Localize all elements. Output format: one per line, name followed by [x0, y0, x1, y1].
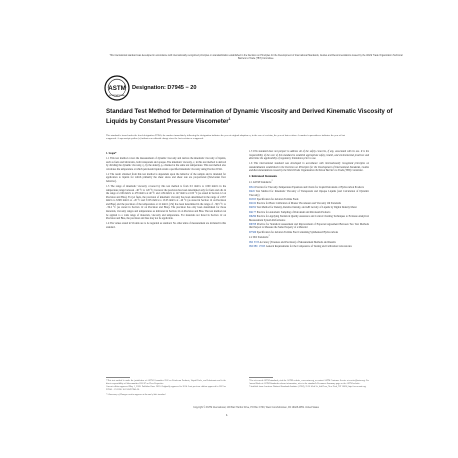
iso-reference-list — [249, 241, 369, 249]
summary-of-changes-note: *A Summary of Changes section appears at the end of this standard — [106, 393, 166, 396]
astm-reference-list — [249, 186, 369, 234]
reference-title: Practice for Statistical Assessment and Improvement of Expected Agreement Between Two Test Methods that Purport to Measure the Same Property of a Material — [249, 222, 369, 230]
reference-code-link[interactable]: D445 — [249, 190, 255, 194]
reference-item — [249, 190, 369, 197]
reference-title: Test Method for Kinematic Viscosity of Transparent and Opaque Liquids (and Calculation of Dynamic Viscosity) — [249, 190, 369, 197]
left-column — [106, 150, 226, 231]
reference-title: Practice for Automatic Sampling of Petroleum and Petroleum Products — [256, 210, 331, 214]
footnote-rule-right — [249, 377, 273, 378]
copyright-line: Copyright © ASTM International, 100 Barr Harbor Drive, PO Box C700, West Conshohocken, PA 19428-2959. United States — [193, 407, 319, 409]
document-title — [106, 108, 406, 125]
reference-item — [249, 245, 369, 249]
astm-standards-label — [249, 180, 369, 184]
astm-standards-label-text: 2.1 ASTM Standards: — [249, 180, 272, 184]
reference-title: Practice for Basic Calibration of Master Viscometers and Viscosity Oil Standards — [256, 202, 342, 206]
reference-item — [249, 202, 369, 206]
svg-text:ASTM: ASTM — [108, 85, 126, 93]
reference-title: Test Method for Density, Relative Density, and API Gravity of Liquids by Digital Density Meter — [256, 206, 357, 210]
reference-item — [249, 198, 369, 202]
svg-text:INTERNATIONAL: INTERNATIONAL — [109, 95, 125, 98]
reference-code-link[interactable]: D2162 — [249, 202, 257, 206]
reference-code-link[interactable]: D341 — [249, 186, 255, 189]
reference-title: Accuracy (Trueness and Precision) of Measurement Methods and Results — [259, 240, 336, 244]
reference-item — [249, 241, 369, 245]
footnote: ² For referenced ASTM standards, visit the ASTM website, www.astm.org, or contact ASTM Customer Service at service@astm.org. For Annual Book of ASTM Standards volume information, refer to the standard's Document Summary page on the ASTM website. — [249, 380, 369, 385]
reference-code-link[interactable]: D7566 — [249, 230, 257, 234]
scope-paragraph: 1.5 This standard does not purport to address all of the safety concerns, if any, associated with its use. It is the responsibility of the user of this standard to establish appropriate safety, health, and environmental practices and determine the applicability of regulatory limitations prior to use. — [249, 150, 369, 161]
astm-logo-icon — [104, 75, 130, 101]
reference-title: Specification for Aviation Turbine Fuels — [256, 198, 299, 202]
scope-paragraph: 1.2 The result obtained from this test method is dependent upon the behavior of the sample and is intended for application to liquids for which primarily the shear stress and shear rate are proportional (Newtonian flow behavior). — [106, 172, 226, 183]
reference-code-link[interactable]: D1655 — [249, 198, 257, 202]
reference-item — [249, 186, 369, 190]
standard-issue-note: This standard is issued under the fixed designation D7945; the number immediately following the designation indicates the year of original adoption or, in the case of revision, the year of last revision. A number in parentheses indicates the year of last reapproval. A superscript epsilon (ε) indicates an editorial change since the last revision or reapproval. — [106, 134, 345, 141]
reference-code-link[interactable]: D4177 — [249, 210, 257, 214]
reference-item — [249, 211, 369, 215]
standard-notice: This international standard was developed in accordance with internationally recognized principles on standardization established in the Decision on Principles for the Development of International Standards, Guides and Recommendations issued by the World Trade Organization Technical Barriers to Trade (TBT) Committee. — [109, 55, 403, 61]
reference-code-link[interactable]: D4052 — [249, 206, 257, 210]
reference-item — [249, 223, 369, 230]
reference-title: Practice for Applying Statistical Quality Assurance and Control Charting Techniques to Evaluate Analytical Measurement System Performance — [249, 214, 369, 222]
reference-item — [249, 231, 369, 235]
footnote: Current edition approved May 1, 2020. Published June 2020. Originally approved in 2014. Last previous edition approved in 2019 as D7945 – 19. DOI: 10.1520/D7945-20. — [106, 385, 226, 391]
right-column — [249, 150, 369, 249]
scope-paragraph: 1.6 This international standard was developed in accordance with internationally recognized principles on standardization established in the Decision on Principles for the Development of International Standards, Guides and Recommendations issued by the World Trade Organization Technical Barriers to Trade (TBT) Committee. — [249, 162, 369, 173]
footnote: ¹ This test method is under the jurisdiction of ASTM Committee D02 on Petroleum Products, Liquid Fuels, and Lubricants and is the direct responsibility of Subcommittee D02.07 on Flow Properties. — [106, 380, 226, 385]
title-text: Standard Test Method for Determination of Dynamic Viscosity and Derived Kinematic Viscosity of Liquids by Constant Pressure Viscometer — [106, 108, 393, 125]
scope-heading: 1. Scope* — [106, 152, 117, 156]
reference-code-link[interactable]: D6708 — [249, 222, 257, 226]
scope-paragraph: 1.3 The range of kinematic viscosity covered by this test method is from 0.5 mm²/s to 1000 mm²/s in the temperature range between −40 °C to 120 °C; however the precision has been determined only for fuels and oils in the range of 2.06 mm²/s to 478 mm²/s at 40 °C and 1.09 mm²/s to 147 mm²/s at 100 °C (as stated in Section 12 on Precision and Bias). For jet fuels, the precision of kinematic viscosity has been determined in the range of 2.957 mm²/s to 8.805 mm²/s at −20 °C and 5.505 mm²/s to 15.03 mm²/s at −40 °C (as stated in Section 12 on Precision and Bias) and the precision of the temperature at 12 mm²/s (cSt) has been determined in the range of −38.5 °C to −59.2 °C (as stated in Section 12 on Precision and Bias). The precision has only been determined for those materials, viscosity ranges and temperatures as indicated in Section 12 on Precision and Bias. The test method can be applied to a wide range of materials, viscosity and temperature. For materials not listed in Section 12 on Precision and Bias, the precision and bias may not be applicable. — [106, 185, 226, 221]
reference-code-link[interactable]: D6299 — [249, 214, 257, 218]
reference-title: Practice for Viscosity-Temperature Equations and Charts for Liquid Petroleum or Hydrocarbon Products — [254, 186, 364, 189]
reference-title: General Requirements for the Competence of Testing and Calibration Laboratories — [265, 244, 352, 248]
astm-footnote-marker: 2 — [271, 180, 273, 182]
iso-standards-label-text: 2.2 ISO Standards: — [249, 235, 269, 239]
reference-item — [249, 215, 369, 222]
scope-paragraph: 1.1 This test method covers the measurement of dynamic viscosity and derives the kinematic viscosity of liquids, such as fuels and lubricants, both transparent and opaque. The kinematic viscosity, ν, in this test method is derived by dividing the dynamic viscosity, η, by the density, ρ, obtained at the same test temperature. This test method also calculates the temperature at which petroleum liquids attain a specified kinematic viscosity using Practice D341. — [106, 157, 226, 171]
iso-standards-label — [249, 235, 369, 239]
reference-code-link[interactable]: ISO/IEC 17025 — [249, 244, 266, 248]
footnote: ³ Available from American National Standards Institute (ANSI), 25 W. 43rd St., 4th Floor, New York, NY 10036, http://www.ansi.org. — [249, 385, 367, 388]
references-heading: 2. Referenced Documents — [249, 175, 278, 179]
title-footnote-marker: 1 — [228, 116, 231, 121]
scope-paragraph: 1.4 The values stated in SI units are to be regarded as standard. No other units of measurement are included in this standard. — [106, 222, 226, 229]
reference-code-link[interactable]: ISO 5725 — [249, 240, 260, 244]
reference-title: Specification for Aviation Turbine Fuel Containing Synthesized Hydrocarbons — [256, 230, 339, 234]
footnotes-left — [106, 380, 226, 397]
iso-footnote-marker: 3 — [268, 234, 270, 237]
designation: Designation: D7945 − 20 — [132, 85, 197, 91]
page-number: 1 — [226, 413, 228, 417]
footnote-rule-left — [106, 377, 130, 378]
footnotes-right — [249, 380, 369, 389]
reference-item — [249, 206, 369, 210]
